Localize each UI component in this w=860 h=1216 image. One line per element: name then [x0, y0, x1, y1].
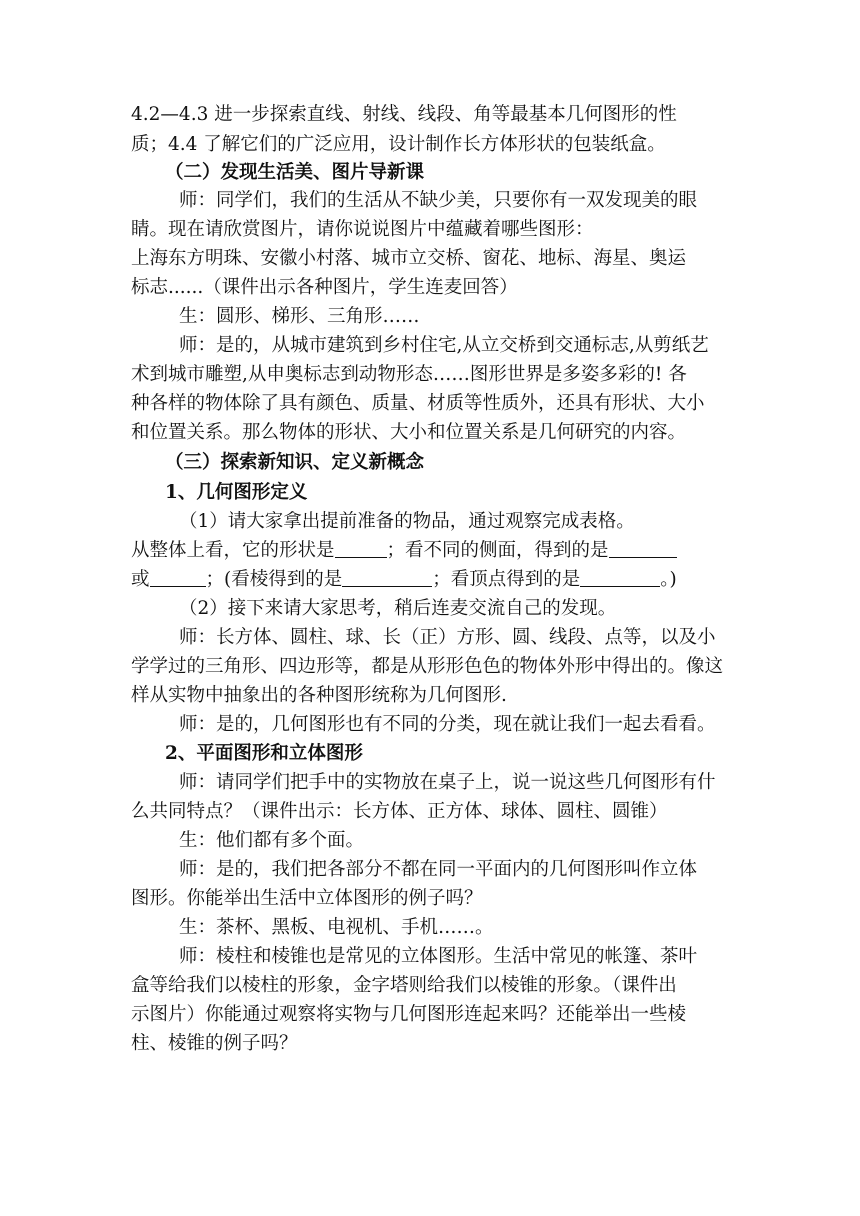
body-line: 师：是的，我们把各部分不都在同一平面内的几何图形叫作立体: [179, 859, 698, 880]
body-line: 种各样的物体除了具有颜色、质量、材质等性质外，还具有形状、大小: [131, 393, 705, 414]
body-line: （2）接下来请大家思考，稍后连麦交流自己的发现。: [179, 598, 617, 619]
body-line: 师：长方体、圆柱、球、长（正）方形、圆、线段、点等，以及小: [179, 627, 716, 648]
body-line: 睛。现在请欣赏图片，请你说说图片中蕴藏着哪些图形：: [131, 219, 594, 240]
body-line: 柱、棱锥的例子吗？: [131, 1033, 298, 1054]
body-line: 图形。你能举出生活中立体图形的例子吗？: [131, 888, 483, 909]
subsection-heading: 1、几何图形定义: [165, 482, 308, 503]
blank-field[interactable]: [150, 568, 206, 587]
body-line: 标志......（课件出示各种图片，学生连麦回答）: [131, 277, 518, 298]
section-heading: （三）探索新知识、定义新概念: [165, 452, 425, 473]
body-line: 和位置关系。那么物体的形状、大小和位置关系是几何研究的内容。: [131, 422, 687, 443]
fill-blank-line: 或 ；(看棱得到的是 ；看顶点得到的是 。): [131, 569, 677, 590]
section-heading: （二）发现生活美、图片导新课: [165, 162, 425, 183]
body-line: 生：圆形、梯形、三角形……: [179, 306, 420, 327]
body-line: 师：同学们，我们的生活从不缺少美，只要你有一双发现美的眼: [179, 190, 698, 211]
body-line: 样从实物中抽象出的各种图形统称为几何图形.: [131, 685, 507, 706]
blank-field[interactable]: [580, 568, 660, 587]
body-line: 生：茶杯、黑板、电视机、手机……。: [179, 917, 494, 938]
blank-field[interactable]: [609, 539, 677, 558]
blank-field[interactable]: [335, 539, 387, 558]
body-line: 师：是的，从城市建筑到乡村住宅,从立交桥到交通标志,从剪纸艺: [179, 335, 709, 356]
body-line: 么共同特点？（课件出示：长方体、正方体、球体、圆柱、圆锥）: [131, 801, 668, 822]
body-line: 术到城市雕塑,从申奥标志到动物形态……图形世界是多姿多彩的! 各: [131, 364, 687, 385]
body-line: 师：请同学们把手中的实物放在桌子上，说一说这些几何图形有什: [179, 772, 716, 793]
fill-blank-line: 从整体上看，它的形状是 ；看不同的侧面，得到的是: [131, 538, 677, 564]
body-line: 上海东方明珠、安徽小村落、城市立交桥、窗花、地标、海星、奥运: [131, 248, 687, 269]
body-line: 师：是的，几何图形也有不同的分类，现在就让我们一起去看看。: [179, 714, 716, 735]
body-line: 质；4.4 了解它们的广泛应用，设计制作长方体形状的包装纸盒。: [131, 134, 666, 155]
subsection-heading: 2、平面图形和立体图形: [165, 743, 363, 764]
body-line: 师：棱柱和棱锥也是常见的立体图形。生活中常见的帐篷、茶叶: [179, 946, 698, 967]
blank-field[interactable]: [342, 568, 432, 587]
body-line: 生：他们都有多个面。: [179, 830, 365, 851]
body-line: （1）请大家拿出提前准备的物品，通过观察完成表格。: [179, 511, 635, 532]
body-line: 示图片）你能通过观察将实物与几何图形连起来吗？还能举出一些棱: [131, 1004, 687, 1025]
body-line: 4.2—4.3 进一步探索直线、射线、线段、角等最基本几何图形的性: [131, 104, 677, 125]
body-line: 学学过的三角形、四边形等，都是从形形色色的物体外形中得出的。像这: [131, 656, 724, 677]
body-line: 盒等给我们以棱柱的形象，金字塔则给我们以棱锥的形象。（课件出: [131, 975, 677, 996]
